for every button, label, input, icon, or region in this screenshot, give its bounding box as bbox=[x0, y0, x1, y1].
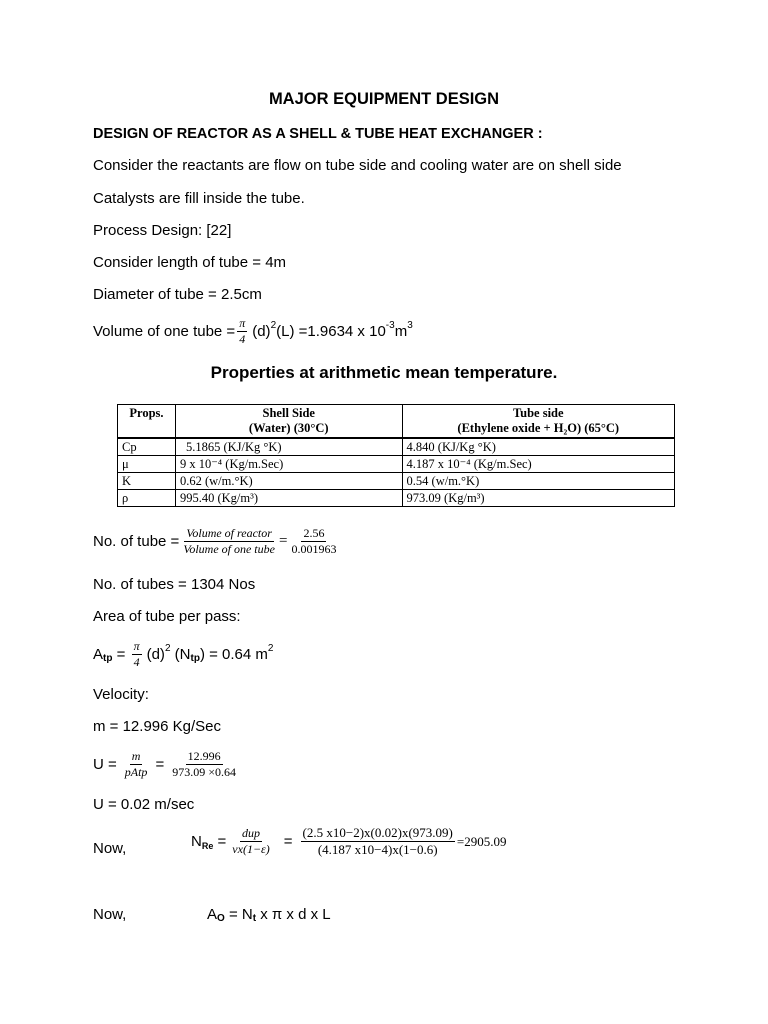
header-props: Props. bbox=[118, 405, 176, 439]
mass-flow-rate: m = 12.996 Kg/Sec bbox=[93, 718, 221, 735]
fraction-denominator: 973.09 ×0.64 bbox=[172, 765, 236, 780]
fraction-denominator: νx(1−ε) bbox=[232, 842, 270, 857]
cell-prop: μ bbox=[118, 456, 176, 473]
no-of-tubes-result: No. of tubes = 1304 Nos bbox=[93, 576, 256, 593]
properties-table bbox=[117, 404, 675, 507]
fraction-numerator: m bbox=[130, 750, 143, 765]
table-row bbox=[118, 438, 675, 456]
header-shell-line1: Shell Side bbox=[262, 406, 315, 420]
fraction-denominator: (4.187 x10−4)x(1−0.6) bbox=[317, 842, 438, 858]
nt-subscript: t bbox=[252, 913, 257, 924]
paragraph-reactants: Consider the reactants are flow on tube side and cooling water are on shell side bbox=[93, 157, 622, 174]
page-title: MAJOR EQUIPMENT DESIGN bbox=[268, 90, 500, 108]
equals-sign: = bbox=[112, 646, 130, 664]
fraction-numerator: Volume of reactor bbox=[184, 527, 274, 542]
equals-sign: = bbox=[213, 833, 227, 851]
reynolds-subscript: Re bbox=[201, 840, 214, 851]
pi-over-4-fraction bbox=[237, 317, 247, 346]
volume-prefix: Volume of one tube = bbox=[93, 323, 236, 341]
cell-prop: ρ bbox=[118, 490, 176, 507]
now-label-area: Now, bbox=[93, 906, 127, 923]
fraction-numerator: 12.996 bbox=[186, 750, 223, 765]
area-subscript: tp bbox=[103, 653, 113, 665]
area-symbol: A bbox=[93, 646, 104, 664]
section-heading: DESIGN OF REACTOR AS A SHELL & TUBE HEAT EXCHANGER : bbox=[93, 126, 543, 142]
fraction-denominator: Volume of one tube bbox=[183, 542, 275, 557]
area-ntp-term: (N bbox=[170, 646, 191, 664]
cell-tube: 973.09 (Kg/m³) bbox=[402, 490, 674, 507]
reynolds-numeric-fraction bbox=[301, 826, 455, 858]
header-tube-line1: Tube side bbox=[512, 406, 564, 420]
reynolds-result: =2905.09 bbox=[456, 833, 507, 849]
pi-over-4-fraction bbox=[132, 640, 142, 669]
header-tube-side bbox=[402, 405, 674, 439]
area-label: Area of tube per pass: bbox=[93, 608, 241, 625]
reynolds-symbol: N bbox=[191, 833, 202, 851]
cell-tube: 0.54 (w/m.°K) bbox=[402, 473, 674, 490]
nt-term: = N bbox=[224, 906, 253, 923]
cell-tube: 4.840 (KJ/Kg °K) bbox=[402, 438, 674, 456]
cell-shell: 0.62 (w/m.°K) bbox=[175, 473, 402, 490]
area-diameter-exponent: 2 bbox=[164, 643, 171, 655]
numeric-velocity-fraction bbox=[170, 750, 238, 779]
properties-heading: Properties at arithmetic mean temperature. bbox=[210, 363, 558, 382]
outer-area-symbol: A bbox=[207, 906, 218, 923]
header-shell-line2: (Water) (30°C) bbox=[248, 421, 329, 435]
area-result: ) = 0.64 m bbox=[199, 646, 268, 664]
volume-diameter-term: (d) bbox=[252, 323, 271, 341]
no-tube-prefix: No. of tube = bbox=[93, 533, 180, 551]
fraction-numerator: π bbox=[132, 640, 142, 655]
velocity-label: Velocity: bbox=[93, 686, 149, 703]
equals-sign: = bbox=[155, 756, 165, 774]
table-row bbox=[118, 456, 675, 473]
table-row bbox=[118, 473, 675, 490]
no-of-tube-equation bbox=[93, 527, 340, 556]
u-prefix: U = bbox=[93, 756, 117, 774]
volume-result-exponent: -3 bbox=[385, 320, 395, 332]
volume-unit-exponent: 3 bbox=[407, 320, 413, 332]
cell-shell: 9 x 10⁻⁴ (Kg/m.Sec) bbox=[175, 456, 402, 473]
fraction-denominator: pAtp bbox=[124, 765, 148, 780]
outer-area-subscript: O bbox=[217, 913, 225, 924]
fraction-numerator: (2.5 x10−2)x(0.02)x(973.09) bbox=[301, 826, 455, 842]
area-diameter-term: (d) bbox=[146, 646, 165, 664]
dup-fraction bbox=[230, 827, 271, 856]
header-shell-side bbox=[175, 405, 402, 439]
paragraph-process-design: Process Design: [22] bbox=[93, 222, 232, 239]
fraction-numerator: 2.56 bbox=[301, 527, 326, 542]
volume-result: (L) =1.9634 x 10 bbox=[276, 323, 386, 341]
numeric-ratio-fraction bbox=[289, 527, 338, 556]
reynolds-equation bbox=[191, 826, 506, 858]
now-label-reynolds: Now, bbox=[93, 840, 127, 857]
paragraph-tube-diameter: Diameter of tube = 2.5cm bbox=[93, 286, 262, 303]
fraction-numerator: dup bbox=[240, 827, 262, 842]
volume-equation bbox=[93, 317, 413, 346]
volume-unit: m bbox=[394, 323, 408, 341]
m-over-patp-fraction bbox=[123, 750, 150, 779]
velocity-result: U = 0.02 m/sec bbox=[93, 796, 195, 813]
cell-tube: 4.187 x 10⁻⁴ (Kg/m.Sec) bbox=[402, 456, 674, 473]
outer-area-tail: x π x d x L bbox=[256, 906, 331, 923]
equals-sign: = bbox=[283, 833, 293, 851]
fraction-denominator: 4 bbox=[133, 655, 140, 670]
cell-shell: 995.40 (Kg/m³) bbox=[175, 490, 402, 507]
paragraph-catalysts: Catalysts are fill inside the tube. bbox=[93, 190, 305, 207]
ntp-subscript: tp bbox=[190, 653, 200, 665]
header-tube-line2: (Ethylene oxide + H₂O) (65°C) bbox=[457, 421, 620, 435]
equals-sign: = bbox=[278, 533, 288, 550]
fraction-denominator: 0.001963 bbox=[291, 542, 337, 557]
velocity-equation bbox=[93, 750, 240, 779]
table-row bbox=[118, 490, 675, 507]
outer-area-equation bbox=[207, 906, 331, 923]
cell-prop: K bbox=[118, 473, 176, 490]
fraction-denominator: 4 bbox=[239, 332, 246, 347]
cell-prop: Cp bbox=[118, 438, 176, 456]
area-result-exponent: 2 bbox=[267, 643, 274, 655]
volume-ratio-fraction bbox=[181, 527, 277, 556]
paragraph-tube-length: Consider length of tube = 4m bbox=[93, 254, 287, 271]
fraction-numerator: π bbox=[237, 317, 247, 332]
table-header-row bbox=[118, 405, 675, 439]
area-equation bbox=[93, 640, 273, 669]
volume-diameter-exponent: 2 bbox=[270, 320, 277, 332]
cell-shell: 5.1865 (KJ/Kg °K) bbox=[175, 438, 402, 456]
